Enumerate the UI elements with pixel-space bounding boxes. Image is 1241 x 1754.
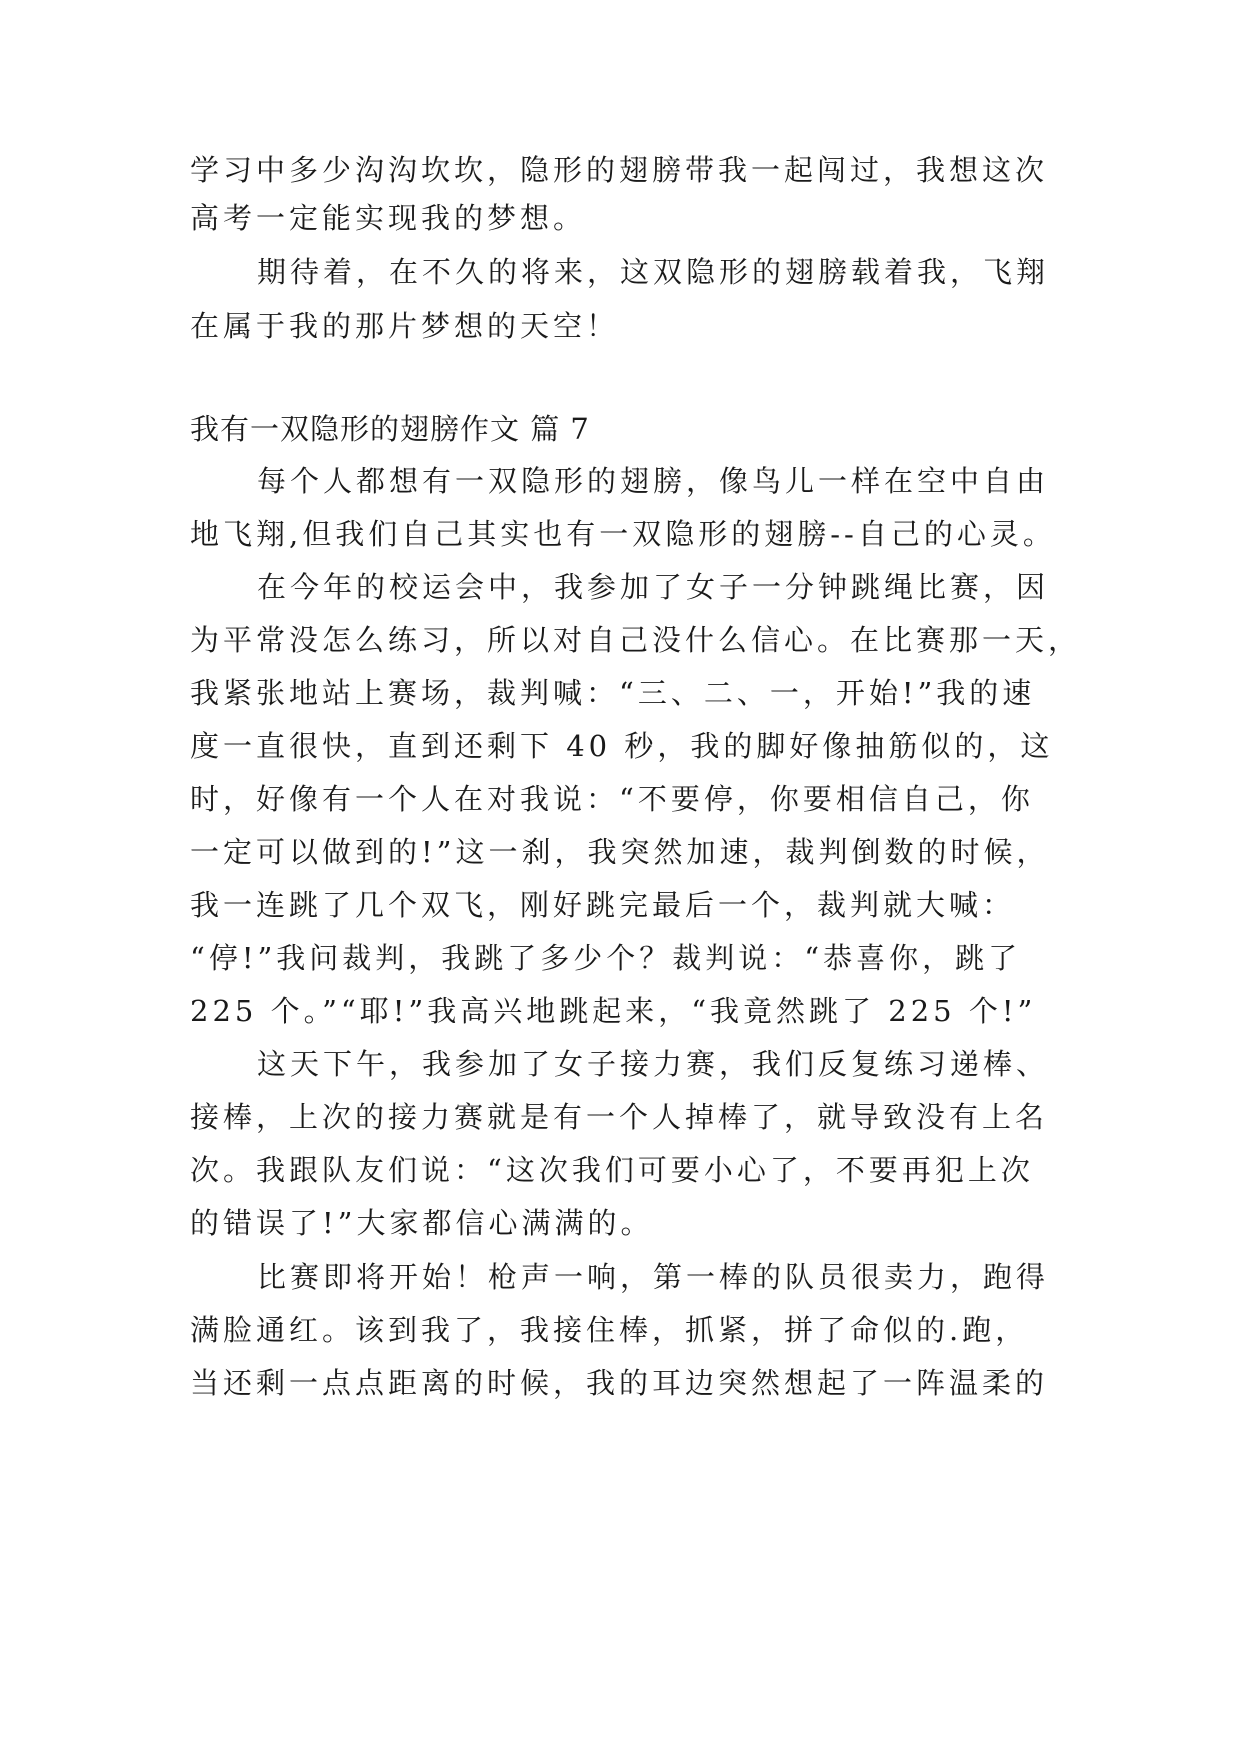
paragraph-line: 期待着，在不久的将来，这双隐形的翅膀载着我，飞翔 [257,255,1050,289]
paragraph-line: 地飞翔,但我们自己其实也有一双隐形的翅膀--自己的心灵。 [190,517,1056,551]
paragraph-line: 在今年的校运会中，我参加了女子一分钟跳绳比赛，因 [257,570,1050,604]
paragraph-line: 比赛即将开始！枪声一响，第一棒的队员很卖力，跑得 [257,1260,1050,1294]
paragraph-line: 接棒，上次的接力赛就是有一个人掉棒了，就导致没有上名 [190,1100,1049,1134]
paragraph-line: 一定可以做到的!”这一刹，我突然加速，裁判倒数的时候， [190,835,1050,869]
paragraph-line: 学习中多少沟沟坎坎，隐形的翅膀带我一起闯过，我想这次 [190,153,1049,187]
paragraph-line: 的错误了!”大家都信心满满的。 [190,1206,654,1240]
paragraph-line: 我一连跳了几个双飞，刚好跳完最后一个，裁判就大喊： [190,888,1016,922]
paragraph-line: 当还剩一点点距离的时候，我的耳边突然想起了一阵温柔的 [190,1366,1049,1400]
section-heading: 我有一双隐形的翅膀作文 篇 7 [190,412,590,446]
paragraph-line: “停!”我问裁判，我跳了多少个？裁判说：“恭喜你，跳了 [190,941,1022,975]
paragraph-line: 次。我跟队友们说：“这次我们可要小心了，不要再犯上次 [190,1153,1034,1187]
paragraph-line: 度一直很快，直到还剩下 40 秒，我的脚好像抽筋似的，这 [190,729,1054,763]
paragraph-line: 为平常没怎么练习，所以对自己没什么信心。在比赛那一天， [190,623,1082,657]
paragraph-line: 高考一定能实现我的梦想。 [190,201,587,235]
paragraph-line: 这天下午，我参加了女子接力赛，我们反复练习递棒、 [257,1047,1050,1081]
paragraph-line: 每个人都想有一双隐形的翅膀，像鸟儿一样在空中自由 [257,464,1050,498]
paragraph-line: 满脸通红。该到我了，我接住棒，抓紧，拼了命似的.跑， [190,1313,1029,1347]
paragraph-line: 在属于我的那片梦想的天空！ [190,309,620,343]
paragraph-line: 时，好像有一个人在对我说：“不要停，你要相信自己，你 [190,782,1034,816]
paragraph-line: 225 个。”“耶!”我高兴地跳起来，“我竟然跳了 225 个!” [190,994,1037,1028]
paragraph-line: 我紧张地站上赛场，裁判喊：“三、二、一，开始!”我的速 [190,676,1036,710]
